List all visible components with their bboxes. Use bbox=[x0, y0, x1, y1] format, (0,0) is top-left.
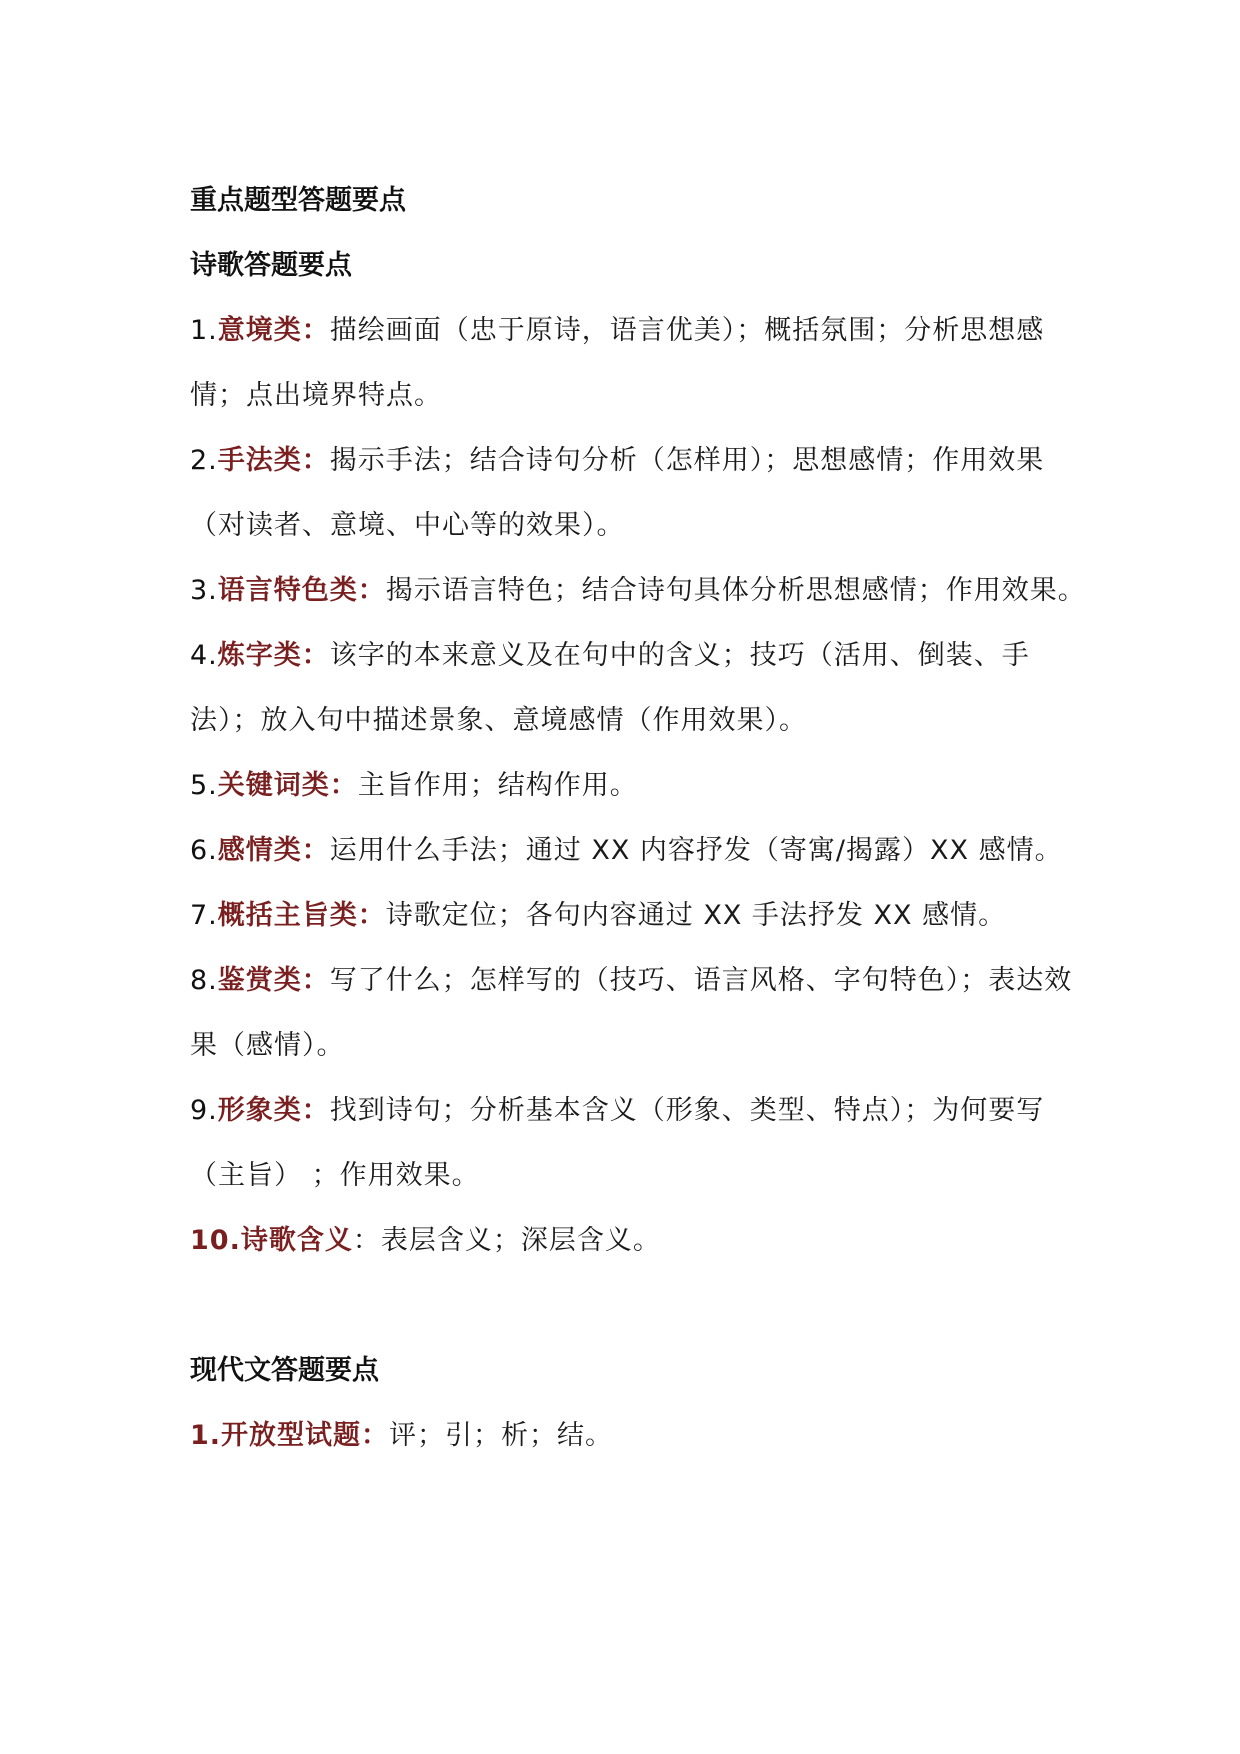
item-keyword: 鉴赏类： bbox=[217, 965, 330, 996]
item-number: 7. bbox=[190, 900, 218, 931]
section-heading-modern-prose: 现代文答题要点 bbox=[190, 1355, 379, 1386]
list-item bbox=[190, 1078, 1090, 1208]
list-item bbox=[190, 1208, 1090, 1273]
item-number: 5. bbox=[190, 770, 218, 801]
list-item bbox=[190, 428, 1090, 558]
section-heading-poetry: 诗歌答题要点 bbox=[190, 250, 352, 281]
item-keyword: 概括主旨类： bbox=[217, 900, 386, 931]
item-number: 3. bbox=[190, 575, 218, 606]
document-title: 重点题型答题要点 bbox=[190, 185, 406, 216]
item-keyword: 手法类： bbox=[217, 445, 330, 476]
item-text: 运用什么手法；通过 XX 内容抒发（寄寓/揭露）XX 感情。 bbox=[329, 835, 1063, 866]
item-text: 揭示语言特色；结合诗句具体分析思想感情；作用效果。 bbox=[385, 575, 1086, 606]
list-item bbox=[190, 883, 1090, 948]
list-item bbox=[190, 948, 1090, 1078]
item-text: 诗歌定位；各句内容通过 XX 手法抒发 XX 感情。 bbox=[385, 900, 1007, 931]
list-item bbox=[190, 1403, 1090, 1468]
item-text: 评；引；析；结。 bbox=[389, 1420, 614, 1451]
item-keyword: 语言特色类： bbox=[217, 575, 386, 606]
item-text: ：表层含义；深层含义。 bbox=[352, 1225, 661, 1256]
item-number: 1. bbox=[190, 315, 218, 346]
item-text: 写了什么；怎样写的（技巧、语言风格、字句特色）；表达效果（感情）。 bbox=[190, 965, 1073, 1061]
item-number: 2. bbox=[190, 445, 218, 476]
item-number: 8. bbox=[190, 965, 218, 996]
list-item bbox=[190, 298, 1090, 428]
item-keyword: 形象类： bbox=[217, 1095, 330, 1126]
section-spacer bbox=[190, 1273, 1090, 1338]
item-keyword: 感情类： bbox=[217, 835, 330, 866]
item-number: 9. bbox=[190, 1095, 218, 1126]
item-number: 10. bbox=[190, 1225, 241, 1256]
item-text: 描绘画面（忠于原诗，语言优美）；概括氛围；分析思想感情；点出境界特点。 bbox=[190, 315, 1045, 411]
item-keyword: 关键词类： bbox=[217, 770, 358, 801]
item-text: 主旨作用；结构作用。 bbox=[357, 770, 638, 801]
item-text: 揭示手法；结合诗句分析（怎样用）；思想感情；作用效果（对读者、意境、中心等的效果）。 bbox=[190, 445, 1045, 541]
item-keyword: 意境类： bbox=[217, 315, 330, 346]
item-keyword: 开放型试题： bbox=[221, 1420, 390, 1451]
item-number: 1. bbox=[190, 1420, 222, 1451]
item-text: 找到诗句；分析基本含义（形象、类型、特点）；为何要写（主旨） ；作用效果。 bbox=[190, 1095, 1045, 1191]
list-item bbox=[190, 558, 1090, 623]
item-keyword: 诗歌含义 bbox=[240, 1225, 353, 1256]
list-item bbox=[190, 623, 1090, 753]
item-number: 6. bbox=[190, 835, 218, 866]
list-item bbox=[190, 753, 1090, 818]
list-item bbox=[190, 818, 1090, 883]
item-keyword: 炼字类： bbox=[217, 640, 330, 671]
document-content bbox=[190, 168, 1090, 1468]
item-number: 4. bbox=[190, 640, 218, 671]
item-text: 该字的本来意义及在句中的含义；技巧（活用、倒装、手法）；放入句中描述景象、意境感情（作用效果）。 bbox=[190, 640, 1030, 736]
